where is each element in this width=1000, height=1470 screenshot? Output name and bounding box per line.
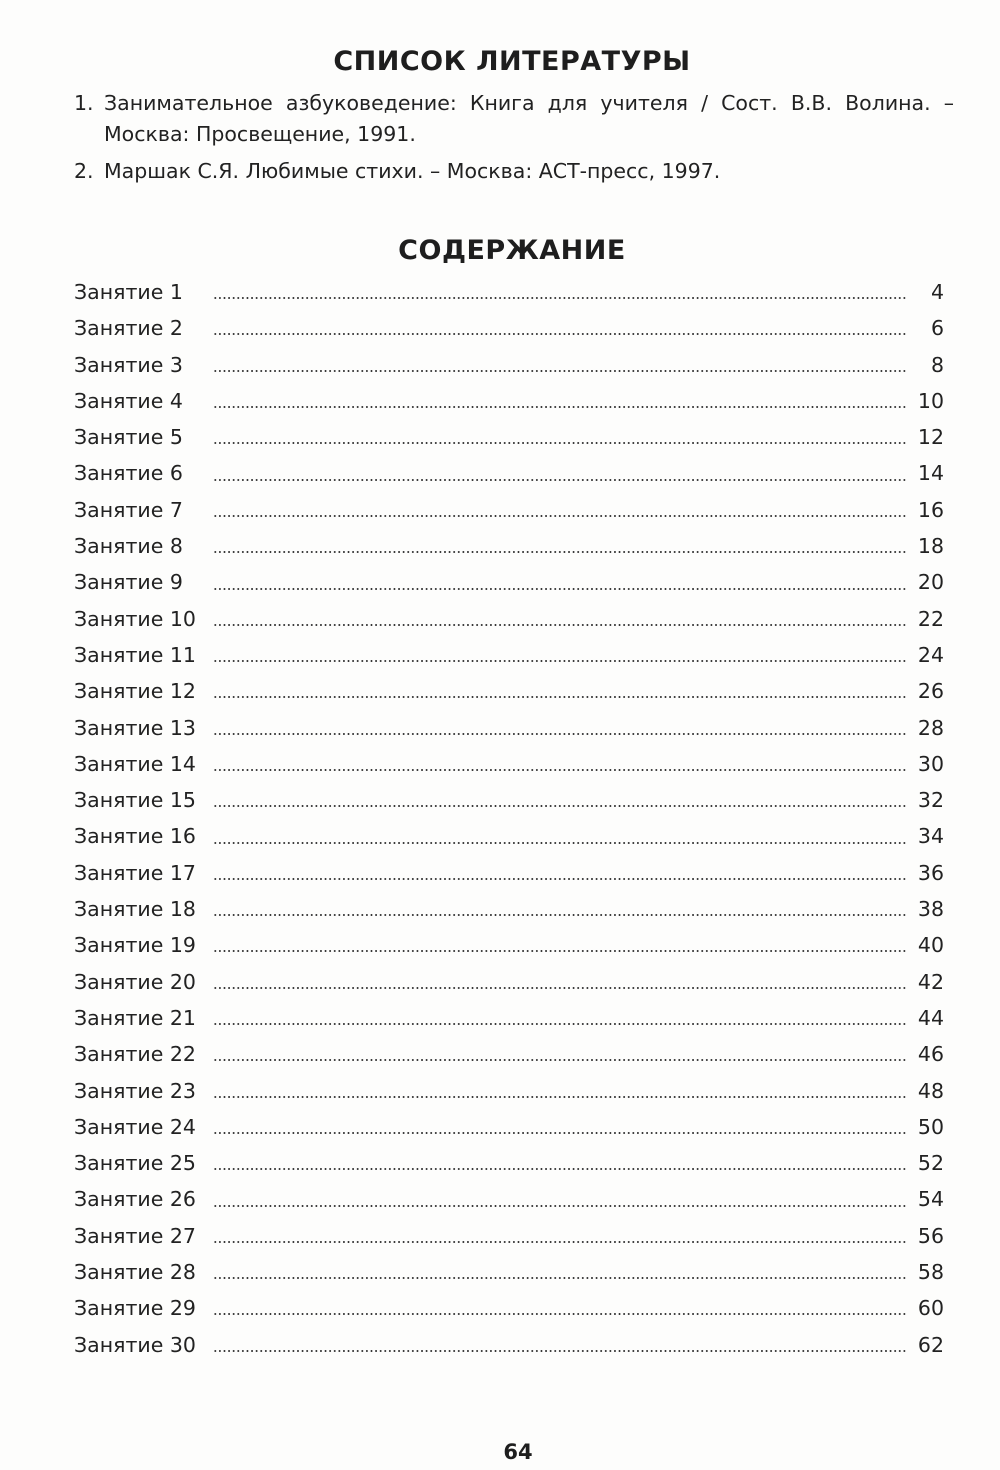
toc-entry-label: Занятие 10 xyxy=(74,606,196,631)
toc-entry-page: 46 xyxy=(917,1042,944,1067)
toc-entry xyxy=(74,492,944,528)
toc-entry-label: Занятие 12 xyxy=(74,679,196,704)
toc-entry xyxy=(74,1073,944,1109)
toc-entry-label: Занятие 27 xyxy=(74,1223,196,1248)
toc-dot-leader xyxy=(213,1096,906,1098)
toc-dot-leader xyxy=(213,696,906,698)
page-number: 64 xyxy=(503,1440,533,1464)
toc-entry xyxy=(74,528,944,564)
literature-item-number: 2. xyxy=(74,159,94,183)
toc-dot-leader xyxy=(213,914,906,916)
toc-entry-page: 36 xyxy=(917,860,944,885)
toc-entry-page: 22 xyxy=(917,606,944,631)
toc-entry-label: Занятие 13 xyxy=(74,715,196,740)
toc-entry-label: Занятие 9 xyxy=(74,570,183,595)
toc-dot-leader xyxy=(213,1023,906,1025)
toc-dot-leader xyxy=(213,987,906,989)
toc-dot-leader xyxy=(213,950,906,952)
toc-entry xyxy=(74,1290,944,1326)
toc-entry-label: Занятие 21 xyxy=(74,1005,196,1030)
literature-item xyxy=(74,156,954,187)
toc-entry-page: 12 xyxy=(917,425,944,450)
toc-entry-label: Занятие 18 xyxy=(74,897,196,922)
toc-entry xyxy=(74,891,944,927)
toc-entry-label: Занятие 4 xyxy=(74,388,183,413)
toc-entry xyxy=(74,455,944,491)
toc-entry xyxy=(74,1145,944,1181)
toc-entry xyxy=(74,274,944,310)
toc-entry-page: 60 xyxy=(917,1296,944,1321)
toc-dot-leader xyxy=(213,1350,906,1352)
toc-dot-leader xyxy=(213,1277,906,1279)
toc-entry-page: 24 xyxy=(917,642,944,667)
literature-list xyxy=(74,88,954,193)
toc-entry-label: Занятие 16 xyxy=(74,824,196,849)
toc-entry-label: Занятие 14 xyxy=(74,751,196,776)
toc-entry xyxy=(74,927,944,963)
toc-entry-page: 30 xyxy=(917,751,944,776)
toc-entry xyxy=(74,746,944,782)
toc-dot-leader xyxy=(213,624,906,626)
toc-entry-label: Занятие 15 xyxy=(74,788,196,813)
toc-entry-label: Занятие 20 xyxy=(74,969,196,994)
toc-entry-label: Занятие 8 xyxy=(74,534,183,559)
toc-dot-leader xyxy=(213,878,906,880)
toc-dot-leader xyxy=(213,769,906,771)
toc-entry xyxy=(74,383,944,419)
toc-entry-page: 18 xyxy=(917,534,944,559)
toc-entry-label: Занятие 6 xyxy=(74,461,183,486)
toc-entry-page: 28 xyxy=(917,715,944,740)
toc-entry-page: 40 xyxy=(917,933,944,958)
literature-item-text: Занимательное азбуковедение: Книга для учителя / Сост. В.В. Волина. – Москва: Просвещение, 1991. xyxy=(104,91,954,146)
toc-entry-page: 56 xyxy=(917,1223,944,1248)
toc-dot-leader xyxy=(213,515,906,517)
toc-entry-label: Занятие 29 xyxy=(74,1296,196,1321)
toc-entry-page: 10 xyxy=(917,388,944,413)
toc-entry-page: 8 xyxy=(930,352,944,377)
toc-entry xyxy=(74,710,944,746)
toc-entry-label: Занятие 25 xyxy=(74,1151,196,1176)
toc-dot-leader xyxy=(213,442,906,444)
toc-entry xyxy=(74,1181,944,1217)
toc-entry-label: Занятие 30 xyxy=(74,1332,196,1357)
toc-entry-page: 62 xyxy=(917,1332,944,1357)
toc-entry xyxy=(74,673,944,709)
toc-dot-leader xyxy=(213,842,906,844)
toc-entry-page: 34 xyxy=(917,824,944,849)
toc-dot-leader xyxy=(213,1168,906,1170)
toc-entry-page: 44 xyxy=(917,1005,944,1030)
toc-entry xyxy=(74,1109,944,1145)
toc-entry-page: 58 xyxy=(917,1260,944,1285)
toc-entry-page: 50 xyxy=(917,1114,944,1139)
toc-entry xyxy=(74,1254,944,1290)
toc-entry xyxy=(74,564,944,600)
toc-entry xyxy=(74,419,944,455)
toc-dot-leader xyxy=(213,660,906,662)
toc-entry-page: 26 xyxy=(917,679,944,704)
literature-item xyxy=(74,88,954,150)
toc-entry-page: 16 xyxy=(917,497,944,522)
toc-entry-page: 20 xyxy=(917,570,944,595)
toc-dot-leader xyxy=(213,370,906,372)
toc-dot-leader xyxy=(213,1313,906,1315)
toc-entry-label: Занятие 17 xyxy=(74,860,196,885)
toc-entry xyxy=(74,347,944,383)
table-of-contents xyxy=(74,274,944,1363)
toc-entry xyxy=(74,310,944,346)
toc-dot-leader xyxy=(213,588,906,590)
toc-entry-label: Занятие 19 xyxy=(74,933,196,958)
toc-entry-page: 4 xyxy=(930,280,944,304)
toc-dot-leader xyxy=(213,333,906,335)
toc-entry-page: 38 xyxy=(917,897,944,922)
toc-entry-page: 52 xyxy=(917,1151,944,1176)
toc-entry-label: Занятие 2 xyxy=(74,316,183,341)
toc-dot-leader xyxy=(213,733,906,735)
toc-entry-label: Занятие 28 xyxy=(74,1260,196,1285)
toc-entry xyxy=(74,601,944,637)
toc-entry-page: 6 xyxy=(930,316,944,341)
toc-entry xyxy=(74,782,944,818)
literature-item-text: Маршак С.Я. Любимые стихи. – Москва: АСТ-пресс, 1997. xyxy=(104,159,721,183)
toc-dot-leader xyxy=(213,479,906,481)
toc-dot-leader xyxy=(213,1241,906,1243)
toc-entry-page: 48 xyxy=(917,1078,944,1103)
toc-entry-label: Занятие 5 xyxy=(74,425,183,450)
toc-entry-page: 42 xyxy=(917,969,944,994)
toc-entry-page: 54 xyxy=(917,1187,944,1212)
toc-entry-label: Занятие 22 xyxy=(74,1042,196,1067)
toc-entry-label: Занятие 7 xyxy=(74,497,183,522)
toc-entry-label: Занятие 3 xyxy=(74,352,183,377)
toc-dot-leader xyxy=(213,1205,906,1207)
toc-entry xyxy=(74,818,944,854)
toc-entry xyxy=(74,1218,944,1254)
contents-heading: СОДЕРЖАНИЕ xyxy=(398,235,626,266)
toc-dot-leader xyxy=(213,551,906,553)
toc-dot-leader xyxy=(213,805,906,807)
toc-entry-label: Занятие 23 xyxy=(74,1078,196,1103)
toc-entry-label: Занятие 24 xyxy=(74,1114,196,1139)
toc-dot-leader xyxy=(213,406,906,408)
toc-entry-page: 14 xyxy=(917,461,944,486)
literature-heading: СПИСОК ЛИТЕРАТУРЫ xyxy=(333,46,691,77)
toc-entry xyxy=(74,964,944,1000)
toc-entry xyxy=(74,1036,944,1072)
toc-dot-leader xyxy=(213,297,906,299)
toc-entry xyxy=(74,1327,944,1363)
toc-dot-leader xyxy=(213,1059,906,1061)
toc-entry xyxy=(74,637,944,673)
toc-entry-label: Занятие 1 xyxy=(74,280,183,304)
literature-item-number: 1. xyxy=(74,91,94,115)
toc-entry xyxy=(74,1000,944,1036)
toc-entry-label: Занятие 11 xyxy=(74,642,196,667)
toc-dot-leader xyxy=(213,1132,906,1134)
toc-entry-label: Занятие 26 xyxy=(74,1187,196,1212)
toc-entry xyxy=(74,855,944,891)
toc-entry-page: 32 xyxy=(917,788,944,813)
